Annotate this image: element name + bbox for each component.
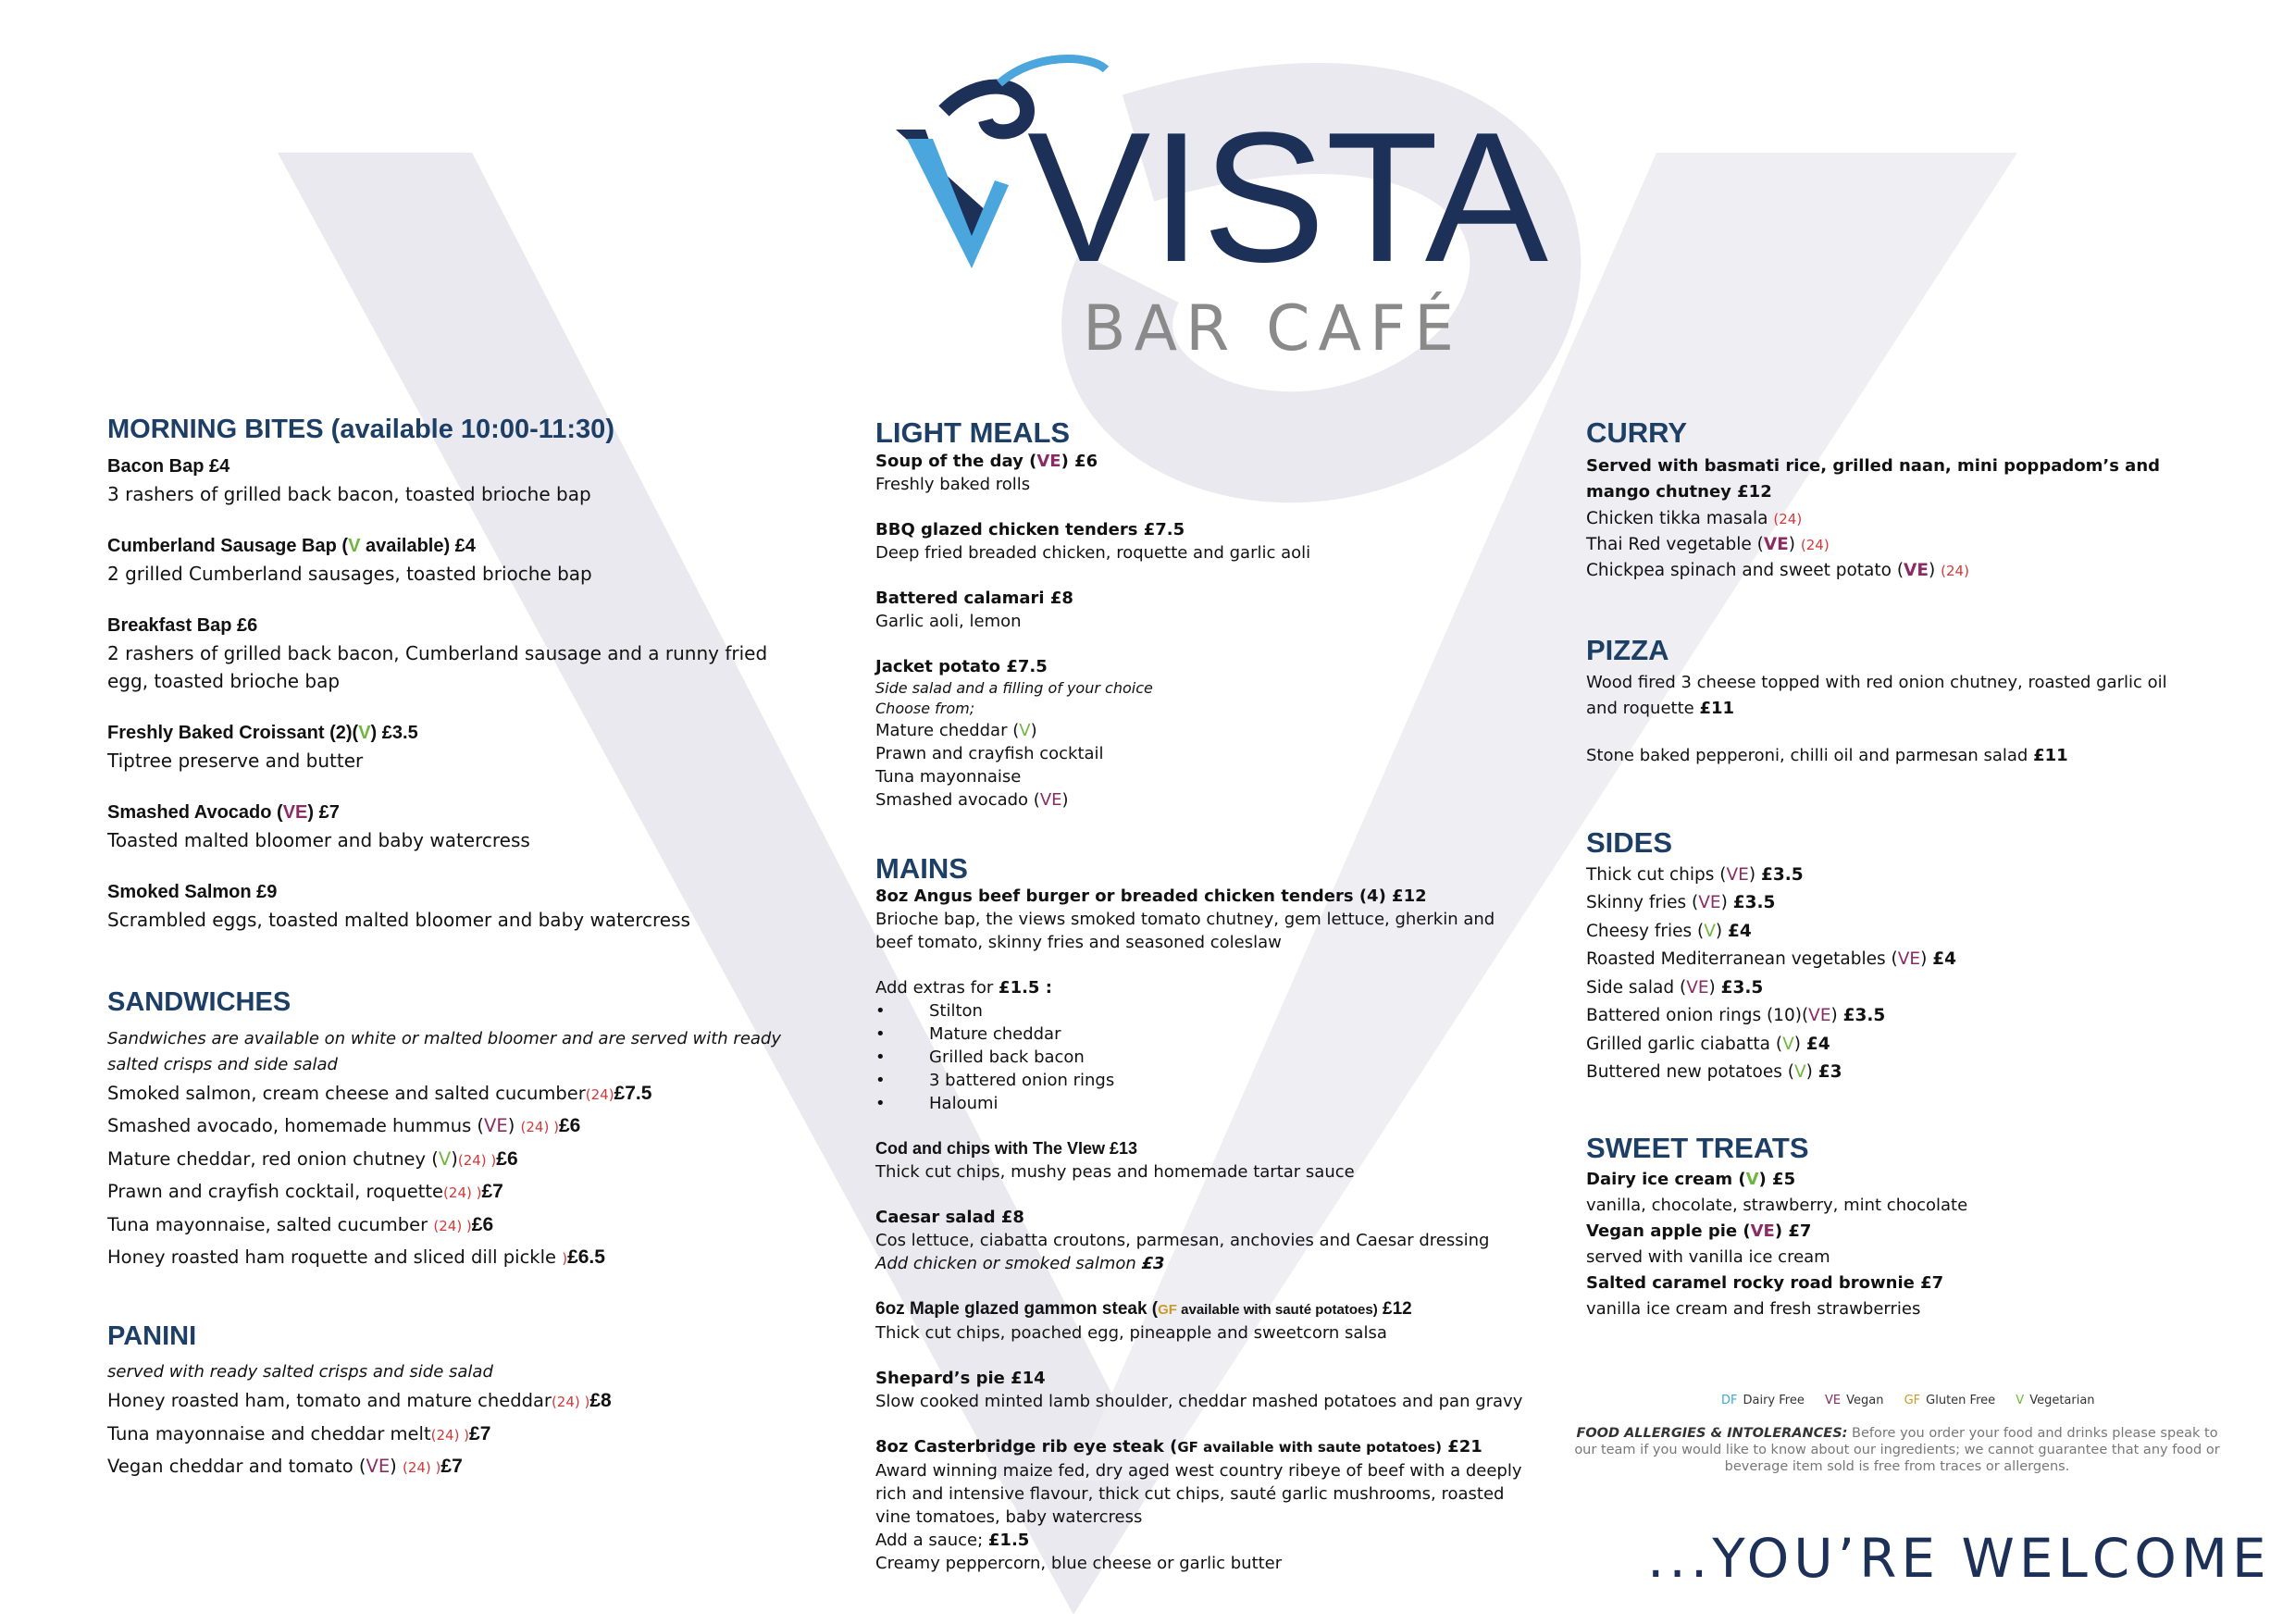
light-meals-heading: LIGHT MEALS <box>875 416 1071 449</box>
brand-name: VISTA <box>1027 94 1549 301</box>
vegan-tag: VE <box>1897 949 1921 970</box>
item-title: Dairy ice cream (V) £5 <box>1586 1169 1796 1189</box>
vegan-tag: VE <box>484 1115 508 1137</box>
menu-line: Chicken tikka masala (24) <box>1586 508 1803 528</box>
sauce-label: Add a sauce; £1.5 <box>875 1531 1030 1551</box>
vegan-key: VE <box>1825 1394 1842 1407</box>
extras-item: • Stilton <box>875 1001 983 1022</box>
item-desc: Thick cut chips, mushy peas and homemade tartar sauce <box>875 1162 1355 1183</box>
allergy-notice: FOOD ALLERGIES & INTOLERANCES: Before you order your food and drinks please speak to our team if you would like to know about our ingredients; we cannot guarantee that any food or beverage item sold is free from traces or allergens. <box>1574 1426 2220 1474</box>
menu-line: Mature cheddar, red onion chutney (V)(24) )£6 <box>107 1147 518 1170</box>
menu-item <box>107 452 811 508</box>
filling-option: Mature cheddar (V) <box>875 720 1037 740</box>
curry-desc: Served with basmati rice, grilled naan, mini poppadom’s and mango chutney £12 <box>1586 455 2161 502</box>
menu-line: Smoked salmon, cream cheese and salted cucumber(24)£7.5 <box>107 1082 652 1104</box>
item-desc: 2 rashers of grilled back bacon, Cumberland sausage and a runny fried egg, toasted brioche bap <box>107 642 768 693</box>
legend-label: Gluten Free <box>1926 1394 1996 1407</box>
filling-option: Prawn and crayfish cocktail <box>875 743 1104 763</box>
column-middle <box>875 416 1523 1575</box>
item-title: Freshly Baked Croissant (2)(V) £3.5 <box>107 723 418 744</box>
vegan-tag: VE <box>1750 1221 1775 1241</box>
vegetarian-tag: V <box>1782 1034 1794 1054</box>
menu-item <box>107 799 811 854</box>
menu-line: Stone baked pepperoni, chilli oil and parmesan salad £11 <box>1586 746 2068 766</box>
legend-label: Vegan <box>1846 1394 1884 1407</box>
vegan-tag: VE <box>1036 451 1061 471</box>
item-title: Bacon Bap £4 <box>107 456 230 477</box>
sides-heading: SIDES <box>1586 826 1673 860</box>
menu-line: Tuna mayonnaise, salted cucumber (24) )£6 <box>107 1213 494 1235</box>
extras-item: • Grilled back bacon <box>875 1048 1085 1068</box>
menu-line: Roasted Mediterranean vegetables (VE) £4 <box>1586 949 1956 970</box>
morning-heading: MORNING BITES (available 10:00-11:30) <box>107 415 614 444</box>
extras-item: • Haloumi <box>875 1094 999 1114</box>
vegetarian-tag: V <box>1704 921 1716 941</box>
vegan-tag: VE <box>1686 977 1709 998</box>
vegetarian-tag: V <box>358 723 371 744</box>
menu-line: Prawn and crayfish cocktail, roquette(24) )£7 <box>107 1181 503 1203</box>
vegan-tag: VE <box>282 802 308 824</box>
item-desc: 2 grilled Cumberland sausages, toasted brioche bap <box>107 563 592 586</box>
menu-line: Cheesy fries (V) £4 <box>1586 921 1752 941</box>
item-title: 6oz Maple glazed gammon steak (GF available with sauté potatoes) £12 <box>875 1299 1412 1320</box>
tagline: ...YOU’RE WELCOME <box>1647 1527 2271 1590</box>
menu-line: Buttered new potatoes (V) £3 <box>1586 1062 1842 1083</box>
menu-line: Vegan cheddar and tomato (VE) (24) )£7 <box>107 1456 463 1478</box>
item-desc: vanilla ice cream and fresh strawberries <box>1586 1298 1921 1319</box>
column-right <box>1586 416 2178 1322</box>
gluten-free-tag: GF <box>1158 1302 1177 1319</box>
menu-line: Honey roasted ham, tomato and mature cheddar(24) )£8 <box>107 1390 612 1412</box>
menu-item <box>107 878 811 934</box>
item-title: Shepard’s pie £14 <box>875 1369 1046 1389</box>
panini-note: served with ready salted crisps and side salad <box>107 1362 493 1382</box>
item-title: BBQ glazed chicken tenders £7.5 <box>875 519 1185 539</box>
menu-item <box>107 532 811 588</box>
dairy-free-key: DF <box>1721 1394 1738 1407</box>
sweet-treats-heading: SWEET TREATS <box>1586 1131 1809 1164</box>
vegetarian-tag: V <box>1793 1062 1806 1083</box>
vegetarian-tag: V <box>1019 720 1031 740</box>
menu-item <box>107 719 811 775</box>
pizza-heading: PIZZA <box>1586 633 1669 666</box>
menu-line: Skinny fries (VE) £3.5 <box>1586 893 1776 913</box>
item-title: Vegan apple pie (VE) £7 <box>1586 1221 1812 1241</box>
item-desc: Garlic aoli, lemon <box>875 611 1022 631</box>
vegetarian-key: V <box>2016 1394 2025 1407</box>
item-desc: Slow cooked minted lamb shoulder, cheddar mashed potatoes and pan gravy <box>875 1392 1523 1412</box>
item-desc: Cos lettuce, ciabatta croutons, parmesan, anchovies and Caesar dressing <box>875 1231 1490 1251</box>
item-title: Jacket potato £7.5 <box>875 656 1048 676</box>
legend-label: Dairy Free <box>1743 1394 1805 1407</box>
item-desc: Thick cut chips, poached egg, pineapple and sweetcorn salsa <box>875 1323 1387 1344</box>
menu-item <box>107 612 811 695</box>
filling-option: Tuna mayonnaise <box>875 766 1022 787</box>
item-title: Soup of the day (VE) £6 <box>875 451 1098 471</box>
vegan-tag: VE <box>1726 864 1749 885</box>
vegan-tag: VE <box>1039 789 1062 810</box>
item-title: Caesar salad £8 <box>875 1208 1024 1228</box>
item-desc: Toasted malted bloomer and baby watercress <box>107 829 530 852</box>
brand-subtitle: BAR CAFÉ <box>1083 292 1463 366</box>
vegan-tag: VE <box>1808 1006 1831 1026</box>
menu-line: Chickpea spinach and sweet potato (VE) (24) <box>1586 561 1969 581</box>
item-title: Salted caramel rocky road brownie £7 <box>1586 1272 1944 1293</box>
item-desc: Scrambled eggs, toasted malted bloomer and baby watercress <box>107 909 690 932</box>
menu-line: Wood fired 3 cheese topped with red onion chutney, roasted garlic oil and roquette £11 <box>1586 673 2167 719</box>
item-desc: vanilla, chocolate, strawberry, mint chocolate <box>1586 1195 1968 1215</box>
extras-item: • 3 battered onion rings <box>875 1071 1115 1091</box>
item-note: Side salad and a filling of your choice <box>875 678 1153 697</box>
sandwiches-note: Sandwiches are available on white or malted bloomer and are served with ready salted crisps and side salad <box>107 1028 782 1074</box>
vegan-tag: VE <box>366 1456 391 1478</box>
menu-line: Smashed avocado, homemade hummus (VE) (24) )£6 <box>107 1115 581 1137</box>
legend-label: Vegetarian <box>2029 1394 2095 1407</box>
menu-line: Thai Red vegetable (VE) (24) <box>1586 535 1830 555</box>
item-desc: Tiptree preserve and butter <box>107 750 364 773</box>
dietary-legend <box>1721 1394 2112 1407</box>
item-title: 8oz Angus beef burger or breaded chicken tenders (4) £12 <box>875 886 1427 907</box>
item-title: Cod and chips with The VIew £13 <box>875 1139 1138 1159</box>
item-title: 8oz Casterbridge rib eye steak (GF available with saute potatoes) £21 <box>875 1437 1482 1457</box>
menu-line: Honey roasted ham roquette and sliced dill pickle )£6.5 <box>107 1246 605 1269</box>
vista-logo <box>888 56 1549 366</box>
item-note: Add chicken or smoked salmon £3 <box>875 1254 1165 1274</box>
sandwiches-heading: SANDWICHES <box>107 987 292 1018</box>
curry-heading: CURRY <box>1586 416 1688 449</box>
panini-heading: PANINI <box>107 1320 197 1351</box>
vegan-tag: VE <box>1698 893 1721 913</box>
sauce-options: Creamy peppercorn, blue cheese or garlic butter <box>875 1554 1283 1574</box>
item-desc: Brioche bap, the views smoked tomato chutney, gem lettuce, gherkin and beef tomato, skinny fries and seasoned coleslaw <box>875 910 1495 953</box>
extras-item: • Mature cheddar <box>875 1024 1061 1045</box>
item-desc: Freshly baked rolls <box>875 474 1031 494</box>
menu-line: Side salad (VE) £3.5 <box>1586 977 1764 998</box>
vegan-tag: VE <box>1763 535 1789 555</box>
item-title: Battered calamari £8 <box>875 588 1073 608</box>
menu-line: Tuna mayonnaise and cheddar melt(24) )£7 <box>107 1422 491 1444</box>
item-title: Smoked Salmon £9 <box>107 882 278 903</box>
filling-option: Smashed avocado (VE) <box>875 789 1069 810</box>
menu-line: Battered onion rings (10)(VE) £3.5 <box>1586 1006 1886 1026</box>
vegan-tag: VE <box>1904 561 1929 581</box>
item-desc: Award winning maize fed, dry aged west country ribeye of beef with a deeply rich and intensive flavour, thick cut chips, sauté garlic mushrooms, roasted vine tomatoes, baby watercress <box>875 1461 1522 1528</box>
item-title: Cumberland Sausage Bap (V available) £4 <box>107 536 476 557</box>
item-title: Smashed Avocado (VE) £7 <box>107 802 340 824</box>
vegetarian-tag: V <box>1745 1169 1759 1189</box>
mains-heading: MAINS <box>875 851 968 885</box>
gluten-free-key: GF <box>1904 1394 1921 1407</box>
menu-line: Thick cut chips (VE) £3.5 <box>1586 864 1804 885</box>
item-desc: Deep fried breaded chicken, roquette and garlic aoli <box>875 542 1311 563</box>
item-desc: served with vanilla ice cream <box>1586 1246 1830 1267</box>
vegetarian-tag: V <box>438 1147 452 1170</box>
extras-label: Add extras for £1.5 : <box>875 978 1052 998</box>
item-desc: 3 rashers of grilled back bacon, toasted brioche bap <box>107 483 591 506</box>
item-note: Choose from; <box>875 699 975 717</box>
item-title: Breakfast Bap £6 <box>107 615 258 637</box>
column-left <box>107 415 811 1484</box>
menu-line: Grilled garlic ciabatta (V) £4 <box>1586 1034 1830 1054</box>
vegetarian-tag: V <box>348 536 361 557</box>
